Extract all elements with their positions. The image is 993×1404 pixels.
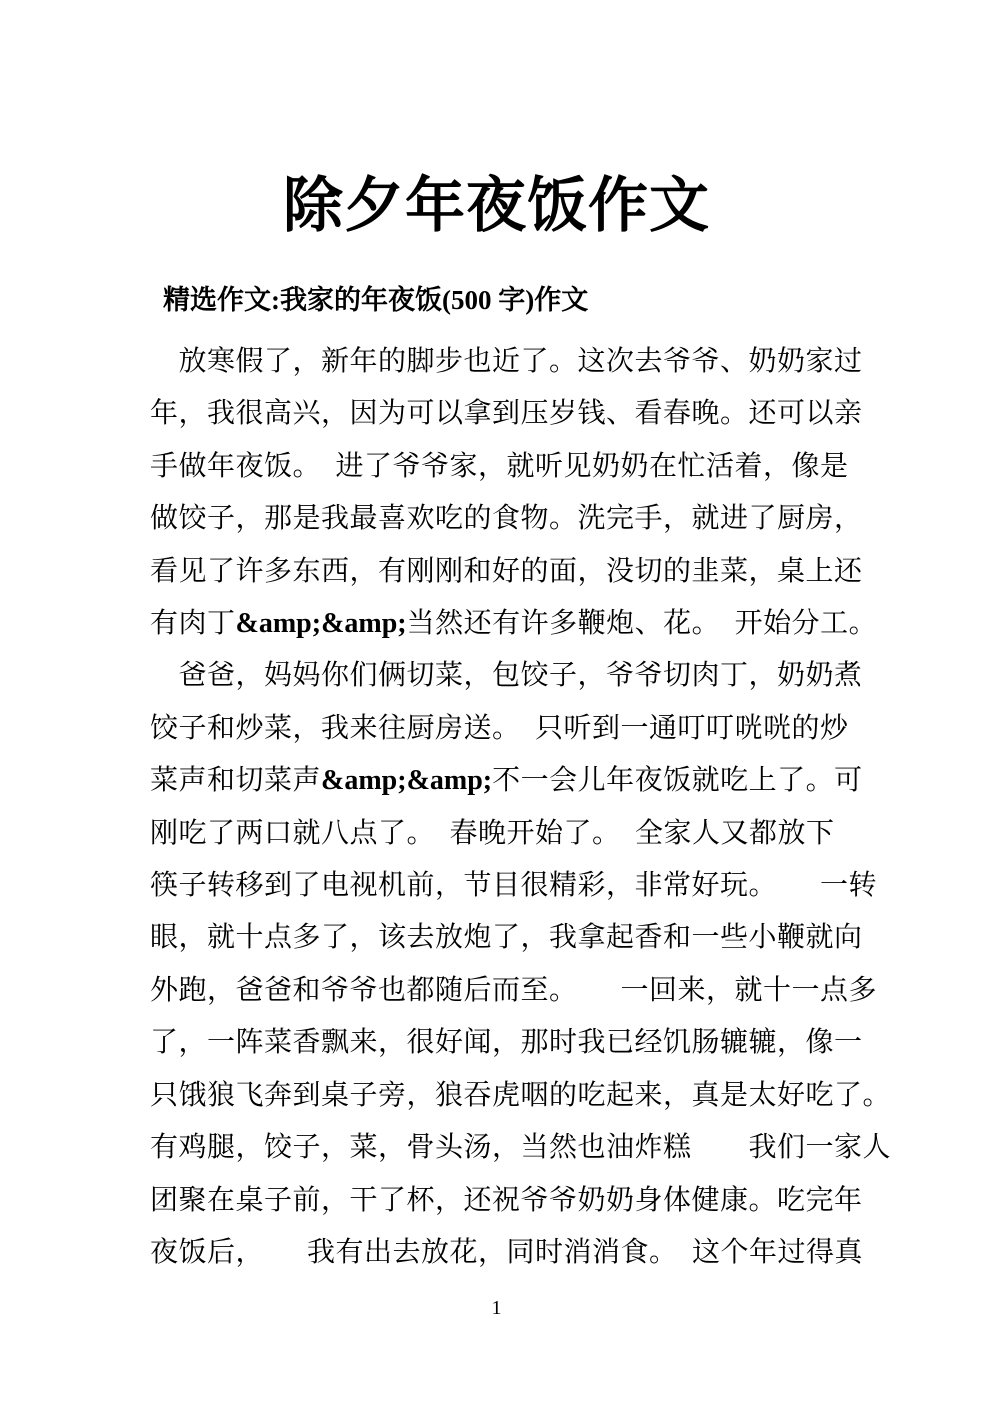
body-line: 夜饭后， 我有出去放花，同时消消食。 这个年过得真 [150, 1236, 864, 1268]
body-paragraph [150, 650, 910, 1279]
document-title: 除夕年夜饭作文 [283, 173, 710, 239]
body-line: 放寒假了，新年的脚步也近了。这次去爷爷、奶奶家过 [150, 346, 863, 377]
body-line: 刚吃了两口就八点了。 春晚开始了。 全家人又都放下 [150, 817, 835, 849]
essay-body [150, 336, 910, 1279]
page-number: 1 [491, 1297, 502, 1319]
body-line: 筷子转移到了电视机前，节目很精彩，非常好玩。 一转 [150, 870, 878, 902]
body-line: 有肉丁&amp;&amp;当然还有许多鞭炮、花。 开始分工。 [150, 608, 878, 640]
body-line: 外跑，爸爸和爷爷也都随后而至。 一回来，就十一点多 [150, 974, 878, 1006]
body-line: 做饺子，那是我最喜欢吃的食物。洗完手，就进了厨房， [150, 503, 863, 535]
document-content [150, 280, 910, 1279]
body-line: 菜声和切菜声&amp;&amp;不一会儿年夜饭就吃上了。可 [150, 765, 863, 797]
body-line: 团聚在桌子前，干了杯，还祝爷爷奶奶身体健康。吃完年 [150, 1184, 863, 1216]
body-line: 了，一阵菜香飘来，很好闻，那时我已经饥肠辘辘，像一 [150, 1027, 863, 1059]
document-subtitle: 精选作文:我家的年夜饭(500 字)作文 [163, 285, 589, 315]
body-line: 年，我很高兴，因为可以拿到压岁钱、看春晚。还可以亲 [150, 398, 863, 430]
amp-entity-text: &amp; [321, 765, 407, 797]
amp-entity-text: &amp; [321, 608, 407, 640]
body-line: 有鸡腿，饺子，菜，骨头汤，当然也油炸糕 我们一家人 [150, 1132, 892, 1164]
amp-entity-text: &amp; [406, 765, 493, 797]
body-line: 手做年夜饭。 进了爷爷家，就听见奶奶在忙活着，像是 [150, 450, 849, 482]
body-line: 看见了许多东西，有刚刚和好的面，没切的韭菜，桌上还 [150, 555, 863, 587]
body-line: 爸爸，妈妈你们俩切菜，包饺子，爷爷切肉丁，奶奶煮 [150, 660, 863, 692]
body-line: 只饿狼飞奔到桌子旁，狼吞虎咽的吃起来，真是太好吃了。 [150, 1079, 892, 1111]
body-paragraph [150, 336, 910, 650]
amp-entity-text: &amp; [235, 608, 322, 640]
body-line: 饺子和炒菜，我来往厨房送。 只听到一通叮叮咣咣的炒 [150, 712, 849, 744]
body-line: 眼，就十点多了，该去放炮了，我拿起香和一些小鞭就向 [150, 922, 863, 954]
